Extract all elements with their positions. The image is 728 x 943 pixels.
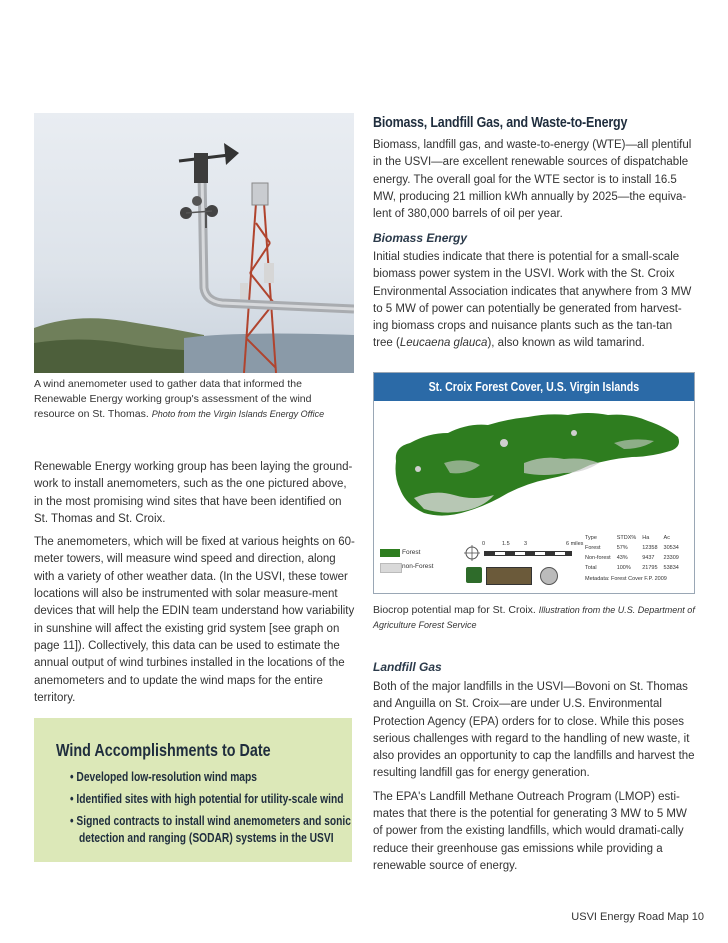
wind-item: • Developed low-resolution wind maps bbox=[70, 770, 257, 784]
map-title-text: St. Croix Forest Cover, U.S. Virgin Islands bbox=[428, 380, 640, 394]
table-cell: Non-forest bbox=[585, 555, 611, 561]
wind-item: • Signed contracts to install wind anemometers and sonic bbox=[70, 814, 351, 828]
paragraph-anemometers: The anemometers, which will be fixed at various heights on 60-meter towers, will measure wind speed and direction, along with a variety of other weather data. (In the USVI, these tower locations will also be instrumented with solar measure-ment devices that will help the EDIN team understand how variability in sunshine will affect the existing grid system [see graph on page 11]). Collectively, this data can be used to estimate the annual output of wind turbines installed in the locations of the anemometers and to update the wind maps for the entire territory. bbox=[34, 536, 355, 704]
landfill-paragraph-2: The EPA's Landfill Methane Outreach Program (LMOP) esti-mates that there is the potential for generating 3 MW to 5 MW of power from the existing landfills, which would dramati-cally reduce their greenhouse gas emissions while providing a renewable source of energy. bbox=[373, 790, 687, 872]
table-header-row bbox=[582, 533, 682, 543]
forest-stats-table bbox=[582, 533, 682, 573]
table-cell: 57% bbox=[616, 545, 628, 551]
map-title bbox=[374, 373, 694, 401]
biomass-text-a: Initial studies indicate that there is potential for a small-scale biomass power system in the USVI. Work with the St. Croix Environmental Association indicates that anywhere from 3 MW to 5 MW of power can potentially be generated from harvest-ing biomass crops and nuisance plants such as the tan-tan tree ( bbox=[373, 251, 692, 350]
photo-credit: Photo from the Virgin Islands Energy Office bbox=[151, 409, 325, 419]
anemometer-photo bbox=[34, 113, 354, 373]
wind-item: detection and ranging (SODAR) systems in the USVI bbox=[79, 831, 334, 845]
legend-nonforest-label: non-Forest bbox=[402, 563, 434, 570]
biomass-latin-name: Leucaena glauca bbox=[399, 337, 488, 350]
legend-forest-label: Forest bbox=[402, 549, 421, 556]
wind-accomplishments-title: Wind Accomplishments to Date bbox=[56, 740, 271, 760]
table-cell: 12358 bbox=[642, 545, 658, 551]
scale-tick: 1.5 bbox=[502, 541, 510, 547]
scale-tick: 6 miles bbox=[566, 541, 584, 547]
table-row bbox=[582, 553, 682, 563]
landfill-paragraph-1: Both of the major landfills in the USVI—Bovoni on St. Thomas and Anguilla on St. Croix—are under U.S. Environmental Protection Agency (EPA) orders for to close. While this poses serious challenges with regard to the handling of new waste, it also provides an opportunity to cap the landfills and harvest the resulting landfill gas for energy generation. bbox=[373, 681, 695, 780]
biomass-text-b: ), also known as wild tamarind. bbox=[487, 337, 645, 350]
paragraph-groundwork: Renewable Energy working group has been laying the ground-work to install anemometers, such as the one pictured above, in the most promising wind sites that have been identified on St. Thomas and St. Croix. bbox=[34, 461, 353, 525]
scale-bar bbox=[484, 551, 572, 556]
scale-tick: 3 bbox=[524, 541, 528, 547]
wind-accomplishments-box bbox=[34, 718, 352, 862]
scale-tick: 0 bbox=[482, 541, 486, 547]
map-caption bbox=[373, 603, 703, 633]
section-heading: Biomass, Landfill Gas, and Waste-to-Energy bbox=[373, 115, 628, 131]
footer-title: USVI Energy Road Map bbox=[571, 911, 689, 923]
legend-forest-swatch bbox=[380, 549, 400, 557]
table-header: Ac bbox=[663, 535, 670, 541]
legend-nonforest-swatch bbox=[380, 563, 402, 573]
table-header: Ha bbox=[642, 535, 650, 541]
table-header: STDX% bbox=[616, 535, 637, 541]
biomass-paragraph bbox=[373, 249, 695, 353]
table-cell: 53834 bbox=[663, 565, 679, 571]
landfill-text bbox=[373, 679, 695, 881]
wind-item: • Identified sites with high potential for utility-scale wind bbox=[70, 792, 344, 806]
agency-seal-icon bbox=[540, 567, 558, 585]
map-credit: Illustration from the U.S. Department of Agriculture Forest Service bbox=[373, 605, 695, 630]
table-cell: 43% bbox=[616, 555, 628, 561]
forest-service-logo-icon bbox=[486, 567, 532, 585]
landfill-gas-heading: Landfill Gas bbox=[373, 660, 442, 674]
page-number: 10 bbox=[691, 911, 704, 923]
page-footer bbox=[571, 911, 704, 923]
left-column-text bbox=[34, 459, 356, 713]
table-row bbox=[582, 563, 682, 573]
st-croix-island-map bbox=[384, 403, 684, 528]
table-cell: Total bbox=[585, 565, 597, 571]
table-cell: 30534 bbox=[663, 545, 679, 551]
table-cell: Forest bbox=[585, 545, 601, 551]
biomass-intro: Biomass, landfill gas, and waste-to-energy (WTE)—all plentiful in the USVI—are excellent renewable sources of dispatchable energy. The overall goal for the WTE sector is to install 16.5 MW, producing 21 million kWh annually by 2025—the equiva-lent of 380,000 barrels of oil per year. bbox=[373, 139, 692, 221]
table-cell: 23309 bbox=[663, 555, 679, 561]
table-cell: 21795 bbox=[642, 565, 658, 571]
table-header: Type bbox=[585, 535, 597, 541]
usda-logo-icon bbox=[466, 567, 482, 583]
compass-icon bbox=[464, 545, 480, 561]
table-row bbox=[582, 543, 682, 553]
photo-caption bbox=[34, 377, 354, 422]
biomass-energy-heading: Biomass Energy bbox=[373, 231, 468, 245]
table-cell: 100% bbox=[616, 565, 631, 571]
map-caption-text: Biocrop potential map for St. Croix. bbox=[373, 604, 536, 616]
map-metadata: Metadata: Forest Cover F.P. 2009 bbox=[585, 576, 667, 582]
forest-cover-map bbox=[373, 372, 695, 594]
table-cell: 9437 bbox=[642, 555, 655, 561]
photo-caption-text: A wind anemometer used to gather data that informed the Renewable Energy working group's assessment of the wind resource on St. Thomas. bbox=[34, 378, 312, 420]
